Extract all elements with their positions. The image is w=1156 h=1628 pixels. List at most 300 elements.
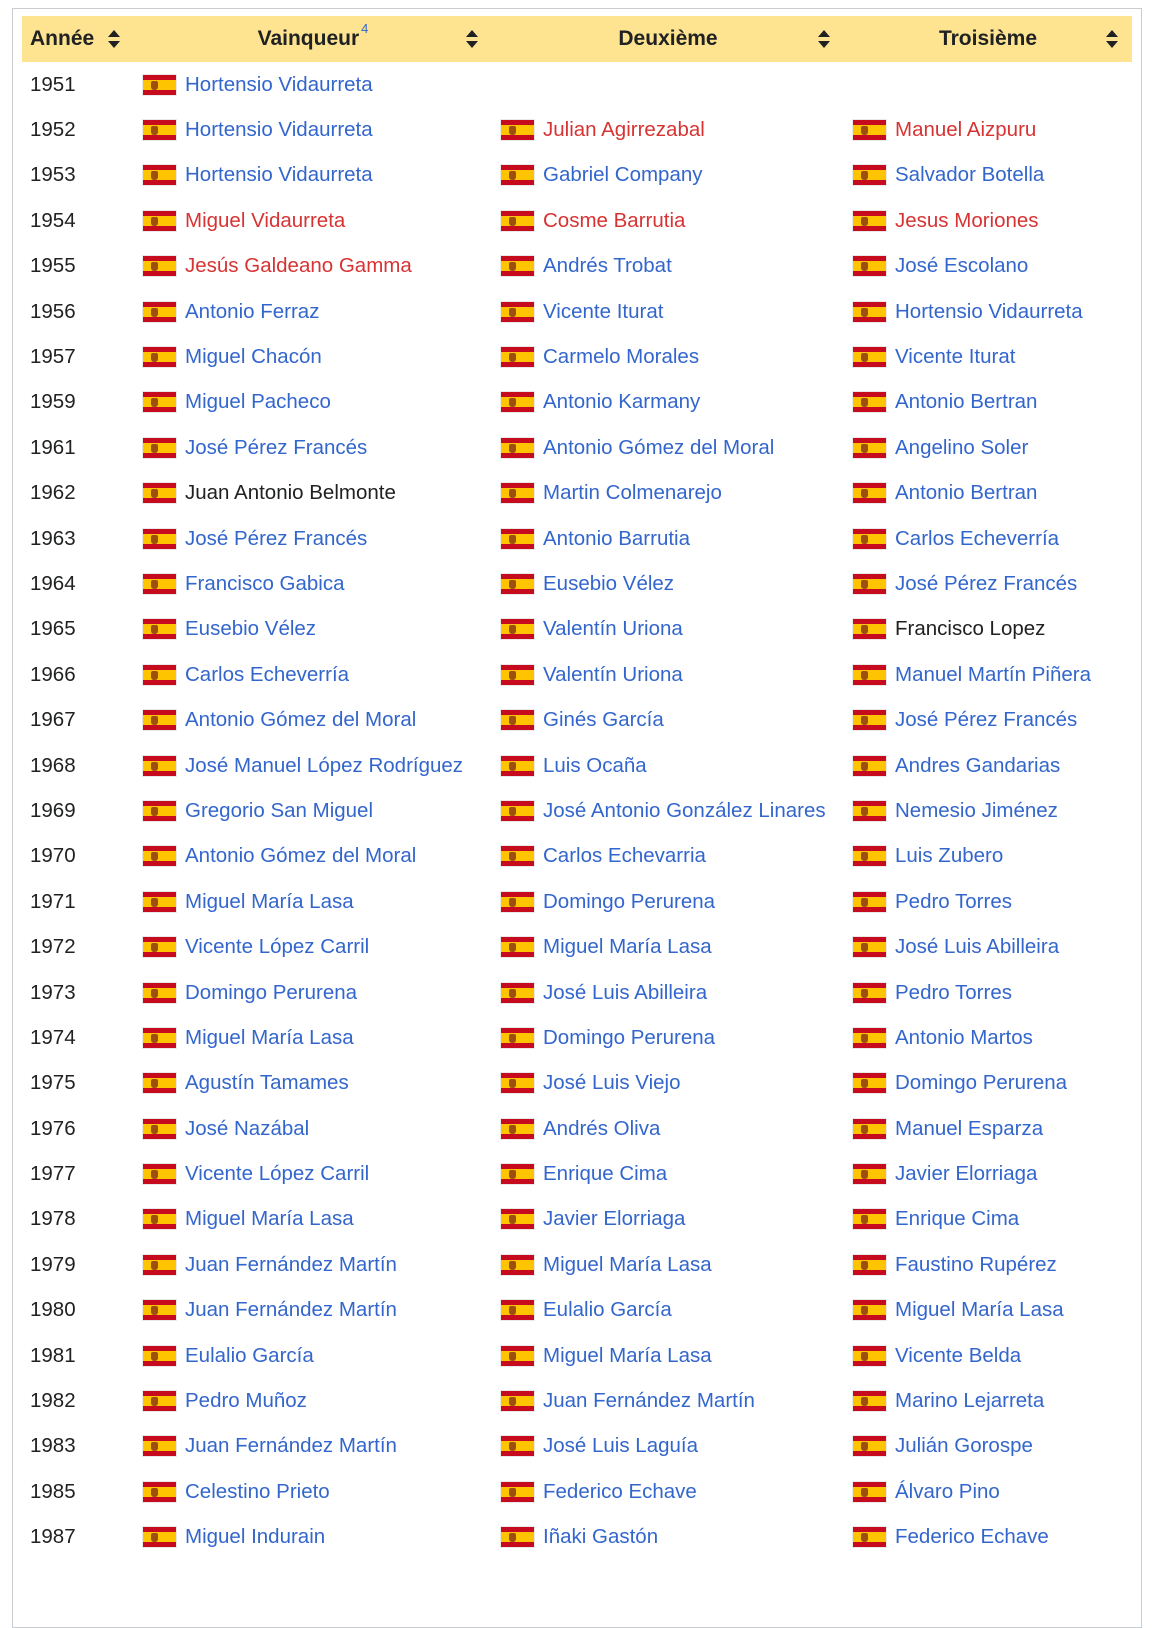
third-entry [852,663,1124,687]
third-name-link[interactable]: Álvaro Pino [895,1479,1000,1503]
spain-flag-icon[interactable] [142,891,177,913]
third-name-link[interactable]: Pedro Torres [895,980,1012,1004]
third-name-link[interactable]: Miguel María Lasa [895,1298,1064,1322]
third-cell [844,1515,1132,1560]
second-entry [500,481,836,505]
winner-entry [142,572,484,596]
third-name-link[interactable]: Manuel Aizpuru [895,118,1037,142]
second-name-link[interactable]: Carmelo Morales [543,345,700,369]
second-name-link[interactable]: Miguel María Lasa [543,1252,712,1276]
third-cell [844,107,1132,152]
third-cell [844,697,1132,742]
third-name-link[interactable]: Salvador Botella [895,163,1045,187]
second-name-link[interactable]: Luis Ocaña [543,753,647,777]
spain-flag-icon[interactable] [500,891,535,913]
winner-name-link[interactable]: Vicente López Carril [185,935,370,959]
spain-flag-icon[interactable] [500,482,535,504]
winner-entry [142,345,484,369]
spain-flag-icon[interactable] [142,936,177,958]
spain-flag-icon[interactable] [500,982,535,1004]
winner-cell [134,62,492,107]
second-name-link[interactable]: Gabriel Company [543,163,703,187]
spain-flag-icon[interactable] [500,1254,535,1276]
third-name-link[interactable]: José Pérez Francés [895,708,1078,732]
sort-icon[interactable] [818,29,830,49]
winner-cell [134,788,492,833]
second-cell [492,1515,844,1560]
third-name-link: Francisco Lopez [895,617,1046,641]
header-second[interactable] [492,16,844,62]
third-name-link[interactable]: Luis Zubero [895,844,1004,868]
spain-flag-icon[interactable] [500,1390,535,1412]
table-row [22,1515,1132,1560]
spain-flag-icon[interactable] [852,255,887,277]
second-entry [500,617,836,641]
winner-cell [134,1469,492,1514]
third-name-link[interactable]: Carlos Echeverría [895,526,1060,550]
winner-name-link[interactable]: Miguel María Lasa [185,1025,354,1049]
second-name-link[interactable]: Julian Agirrezabal [543,118,705,142]
second-entry [500,935,836,959]
winner-cell [134,743,492,788]
sort-icon[interactable] [466,29,478,49]
spain-flag-icon[interactable] [142,255,177,277]
spain-flag-icon[interactable] [142,301,177,323]
header-second-label: Deuxième [618,27,718,50]
spain-flag-icon[interactable] [852,1254,887,1276]
third-name-link[interactable]: José Pérez Francés [895,571,1078,595]
second-name-link[interactable]: Antonio Barrutia [543,526,691,550]
third-cell [844,425,1132,470]
second-name-link[interactable]: Vicente Iturat [543,299,664,323]
spain-flag-icon[interactable] [500,618,535,640]
header-winner-label: Vainqueur [257,27,360,50]
third-name-link[interactable]: Manuel Martín Piñera [895,662,1091,686]
spain-flag-icon[interactable] [852,1481,887,1503]
spain-flag-icon[interactable] [500,845,535,867]
winner-name-link[interactable]: Vicente López Carril [185,1162,370,1186]
third-entry [852,617,1124,641]
table-row [22,471,1132,516]
table-row [22,743,1132,788]
second-cell [492,62,844,107]
spain-flag-icon[interactable] [852,709,887,731]
winner-cell [134,834,492,879]
winner-cell [134,334,492,379]
spain-flag-icon[interactable] [500,1027,535,1049]
third-name-link[interactable]: Faustino Rupérez [895,1252,1057,1276]
spain-flag-icon[interactable] [142,1345,177,1367]
year-cell: 1972 [30,935,76,959]
winner-name-link[interactable]: Miguel Pacheco [185,390,331,414]
third-name-link[interactable]: Vicente Iturat [895,345,1016,369]
winner-entry [142,1071,484,1095]
spain-flag-icon[interactable] [500,301,535,323]
third-name-link[interactable]: José Luis Abilleira [895,935,1060,959]
winner-name-link[interactable]: Juan Fernández Martín [185,1434,397,1458]
second-entry [500,390,836,414]
winner-cell [134,1151,492,1196]
spain-flag-icon[interactable] [142,1481,177,1503]
spain-flag-icon[interactable] [852,1027,887,1049]
second-entry [500,981,836,1005]
winner-name-link[interactable]: Juan Fernández Martín [185,1298,397,1322]
table-row [22,1151,1132,1196]
second-name-link[interactable]: Javier Elorriaga [543,1207,686,1231]
third-name-link[interactable]: Antonio Bertran [895,481,1038,505]
third-name-link[interactable]: Julián Gorospe [895,1434,1033,1458]
header-year[interactable] [22,16,134,62]
spain-flag-icon[interactable] [142,1254,177,1276]
second-name-link[interactable]: Juan Fernández Martín [543,1389,755,1413]
spain-flag-icon[interactable] [142,573,177,595]
year-cell: 1977 [30,1162,76,1186]
second-cell [492,788,844,833]
second-cell [492,607,844,652]
spain-flag-icon[interactable] [852,573,887,595]
second-entry [500,209,836,233]
second-cell [492,924,844,969]
spain-flag-icon[interactable] [500,1299,535,1321]
second-name-link[interactable]: José Luis Laguía [543,1434,699,1458]
spain-flag-icon[interactable] [852,1390,887,1412]
spain-flag-icon[interactable] [500,800,535,822]
winner-name-link[interactable]: Domingo Perurena [185,980,358,1004]
third-entry [852,754,1124,778]
year-cell: 1951 [30,72,76,96]
winner-name-link[interactable]: Celestino Prieto [185,1479,330,1503]
spain-flag-icon[interactable] [852,800,887,822]
spain-flag-icon[interactable] [500,1345,535,1367]
spain-flag-icon[interactable] [142,1435,177,1457]
third-name-link[interactable]: Enrique Cima [895,1207,1020,1231]
second-name-link[interactable]: Domingo Perurena [543,1025,716,1049]
second-name-link[interactable]: Valentín Uriona [543,617,683,641]
spain-flag-icon[interactable] [852,1163,887,1185]
second-entry [500,1434,836,1458]
second-entry [500,163,836,187]
third-name-link[interactable]: Domingo Perurena [895,1071,1068,1095]
winner-entry [142,708,484,732]
spain-flag-icon[interactable] [852,482,887,504]
second-cell [492,471,844,516]
winner-name-link[interactable]: José Nazábal [185,1116,310,1140]
spain-flag-icon[interactable] [142,119,177,141]
third-entry [852,1253,1124,1277]
spain-flag-icon[interactable] [852,982,887,1004]
spain-flag-icon[interactable] [142,482,177,504]
sort-icon[interactable] [1106,29,1118,49]
spain-flag-icon[interactable] [500,346,535,368]
table-row [22,697,1132,742]
winner-name-link[interactable]: Antonio Gómez del Moral [185,844,417,868]
second-cell [492,289,844,334]
second-cell [492,107,844,152]
spain-flag-icon[interactable] [500,437,535,459]
second-name-link[interactable]: José Luis Abilleira [543,980,708,1004]
year-cell: 1970 [30,844,76,868]
second-name-link[interactable]: Carlos Echevarria [543,844,706,868]
winner-cell [134,924,492,969]
winner-entry [142,1026,484,1050]
third-name-link[interactable]: Vicente Belda [895,1343,1022,1367]
winner-entry [142,663,484,687]
spain-flag-icon[interactable] [142,210,177,232]
third-entry [852,1071,1124,1095]
winner-name-link[interactable]: Pedro Muñoz [185,1389,307,1413]
third-entry [852,981,1124,1005]
spain-flag-icon[interactable] [500,391,535,413]
third-entry [852,481,1124,505]
table-row [22,607,1132,652]
spain-flag-icon[interactable] [500,936,535,958]
spain-flag-icon[interactable] [852,210,887,232]
spain-flag-icon[interactable] [852,391,887,413]
winner-name-link[interactable]: Gregorio San Miguel [185,798,374,822]
spain-flag-icon[interactable] [142,1163,177,1185]
winner-name-link[interactable]: Miguel María Lasa [185,889,354,913]
second-entry [500,1117,836,1141]
second-entry [500,1026,836,1050]
second-name-link[interactable]: Andrés Oliva [543,1116,661,1140]
second-entry [500,663,836,687]
spain-flag-icon[interactable] [142,1118,177,1140]
table-header [22,16,1132,62]
winner-entry [142,481,484,505]
winner-name-link[interactable]: Antonio Ferraz [185,299,320,323]
winner-name-link[interactable]: Francisco Gabica [185,571,345,595]
second-name-link[interactable]: Cosme Barrutia [543,208,686,232]
second-name-link[interactable]: Valentín Uriona [543,662,683,686]
spain-flag-icon[interactable] [852,164,887,186]
spain-flag-icon[interactable] [142,164,177,186]
third-entry [852,527,1124,551]
second-name-link[interactable]: José Luis Viejo [543,1071,681,1095]
spain-flag-icon[interactable] [142,800,177,822]
winner-entry [142,73,484,97]
second-cell [492,244,844,289]
table-body [22,62,1132,1560]
winner-entry [142,1117,484,1141]
year-cell: 1959 [30,390,76,414]
winner-name-link[interactable]: Carlos Echeverría [185,662,350,686]
spain-flag-icon[interactable] [500,1072,535,1094]
second-name-link[interactable]: Eulalio García [543,1298,672,1322]
header-row [22,16,1132,62]
spain-flag-icon[interactable] [500,1208,535,1230]
winner-cell [134,244,492,289]
third-name-link[interactable]: Marino Lejarreta [895,1389,1045,1413]
spain-flag-icon[interactable] [500,1526,535,1548]
sort-icon[interactable] [108,29,120,49]
third-entry [852,209,1124,233]
second-name-link[interactable]: Eusebio Vélez [543,571,675,595]
second-name-link[interactable]: Domingo Perurena [543,889,716,913]
spain-flag-icon[interactable] [500,1481,535,1503]
winner-name-link[interactable]: Miguel Chacón [185,345,322,369]
spain-flag-icon[interactable] [500,1435,535,1457]
spain-flag-icon[interactable] [500,255,535,277]
spain-flag-icon[interactable] [142,528,177,550]
spain-flag-icon[interactable] [142,1390,177,1412]
winner-name-link[interactable]: Eulalio García [185,1343,314,1367]
spain-flag-icon[interactable] [142,982,177,1004]
spain-flag-icon[interactable] [852,618,887,640]
table-row [22,516,1132,561]
spain-flag-icon[interactable] [142,1526,177,1548]
spain-flag-icon[interactable] [500,210,535,232]
winner-name-link[interactable]: Juan Fernández Martín [185,1252,397,1276]
spain-flag-icon[interactable] [142,1027,177,1049]
winner-cell [134,1333,492,1378]
winner-name-link[interactable]: Hortensio Vidaurreta [185,163,373,187]
spain-flag-icon[interactable] [852,1526,887,1548]
second-entry [500,436,836,460]
spain-flag-icon[interactable] [142,709,177,731]
winner-cell [134,652,492,697]
second-name-link[interactable]: José Antonio González Linares [543,798,826,822]
second-cell [492,1015,844,1060]
year-cell: 1966 [30,662,76,686]
second-cell [492,153,844,198]
spain-flag-icon[interactable] [142,391,177,413]
third-cell [844,244,1132,289]
second-name-link[interactable]: Federico Echave [543,1479,697,1503]
second-name-link[interactable]: Miguel María Lasa [543,1343,712,1367]
winner-entry [142,890,484,914]
winner-entry [142,254,484,278]
winner-name-link[interactable]: Miguel María Lasa [185,1207,354,1231]
second-entry [500,1525,836,1549]
third-name-link[interactable]: Javier Elorriaga [895,1162,1038,1186]
spain-flag-icon[interactable] [852,528,887,550]
year-cell: 1974 [30,1025,76,1049]
third-cell [844,652,1132,697]
spain-flag-icon[interactable] [852,891,887,913]
winner-name-link[interactable]: Miguel Vidaurreta [185,208,346,232]
winner-name-link[interactable]: Agustín Tamames [185,1071,349,1095]
second-cell [492,1378,844,1423]
winner-cell [134,1106,492,1151]
second-entry [500,754,836,778]
third-name-link[interactable]: Hortensio Vidaurreta [895,299,1083,323]
spain-flag-icon[interactable] [142,346,177,368]
winner-name-link[interactable]: José Pérez Francés [185,526,368,550]
third-name-link[interactable]: Andres Gandarias [895,753,1061,777]
table-row [22,561,1132,606]
spain-flag-icon[interactable] [852,1435,887,1457]
year-cell: 1982 [30,1389,76,1413]
spain-flag-icon[interactable] [852,1299,887,1321]
third-name-link[interactable]: Antonio Martos [895,1025,1033,1049]
table-row [22,198,1132,243]
second-name-link[interactable]: Antonio Karmany [543,390,701,414]
spain-flag-icon[interactable] [852,755,887,777]
third-name-link[interactable]: Antonio Bertran [895,390,1038,414]
footnote-ref[interactable]: 4 [361,21,369,36]
year-cell: 1987 [30,1525,76,1549]
spain-flag-icon[interactable] [142,618,177,640]
winner-name-link[interactable]: Miguel Indurain [185,1525,326,1549]
spain-flag-icon[interactable] [852,1072,887,1094]
third-name-link[interactable]: Federico Echave [895,1525,1049,1549]
second-name-link[interactable]: Enrique Cima [543,1162,668,1186]
spain-flag-icon[interactable] [852,346,887,368]
second-name-link[interactable]: Andrés Trobat [543,254,672,278]
spain-flag-icon[interactable] [142,664,177,686]
spain-flag-icon[interactable] [500,119,535,141]
spain-flag-icon[interactable] [500,528,535,550]
winner-name-link[interactable]: Hortensio Vidaurreta [185,72,373,96]
third-name-link[interactable]: Pedro Torres [895,889,1012,913]
second-name-link[interactable]: Ginés García [543,708,664,732]
winner-entry [142,436,484,460]
third-cell [844,1015,1132,1060]
spain-flag-icon[interactable] [500,1118,535,1140]
spain-flag-icon[interactable] [500,573,535,595]
winner-name-link[interactable]: Hortensio Vidaurreta [185,118,373,142]
spain-flag-icon[interactable] [852,936,887,958]
spain-flag-icon[interactable] [142,1072,177,1094]
spain-flag-icon[interactable] [852,664,887,686]
winner-name-link[interactable]: José Manuel López Rodríguez [185,753,464,777]
second-cell [492,1242,844,1287]
spain-flag-icon[interactable] [852,437,887,459]
spain-flag-icon[interactable] [852,119,887,141]
spain-flag-icon[interactable] [852,1345,887,1367]
third-name-link[interactable]: Jesus Moriones [895,208,1039,232]
spain-flag-icon[interactable] [142,845,177,867]
year-cell: 1985 [30,1479,76,1503]
header-third[interactable] [844,16,1132,62]
spain-flag-icon[interactable] [142,755,177,777]
second-name-link[interactable]: Miguel María Lasa [543,935,712,959]
table-row [22,289,1132,334]
third-cell [844,153,1132,198]
spain-flag-icon[interactable] [142,437,177,459]
second-name-link[interactable]: Martin Colmenarejo [543,481,722,505]
winner-name-link[interactable]: Jesús Galdeano Gamma [185,254,412,278]
second-name-link[interactable]: Antonio Gómez del Moral [543,435,775,459]
spain-flag-icon[interactable] [142,1208,177,1230]
spain-flag-icon[interactable] [852,301,887,323]
second-entry [500,118,836,142]
spain-flag-icon[interactable] [500,164,535,186]
third-name-link[interactable]: Nemesio Jiménez [895,798,1058,822]
spain-flag-icon[interactable] [852,845,887,867]
year-cell: 1955 [30,254,76,278]
third-name-link[interactable]: Manuel Esparza [895,1116,1044,1140]
second-name-link[interactable]: Iñaki Gastón [543,1525,659,1549]
spain-flag-icon[interactable] [500,664,535,686]
spain-flag-icon[interactable] [500,1163,535,1185]
third-name-link[interactable]: Angelino Soler [895,435,1029,459]
winner-name-link[interactable]: José Pérez Francés [185,435,368,459]
spain-flag-icon[interactable] [142,1299,177,1321]
spain-flag-icon[interactable] [142,74,177,96]
spain-flag-icon[interactable] [852,1118,887,1140]
spain-flag-icon[interactable] [852,1208,887,1230]
third-entry [852,254,1124,278]
spain-flag-icon[interactable] [500,755,535,777]
spain-flag-icon[interactable] [500,709,535,731]
third-name-link[interactable]: José Escolano [895,254,1029,278]
winner-name-link[interactable]: Eusebio Vélez [185,617,317,641]
winner-name-link[interactable]: Antonio Gómez del Moral [185,708,417,732]
year-cell: 1971 [30,889,76,913]
winner-entry [142,844,484,868]
header-winner[interactable] [134,16,492,62]
